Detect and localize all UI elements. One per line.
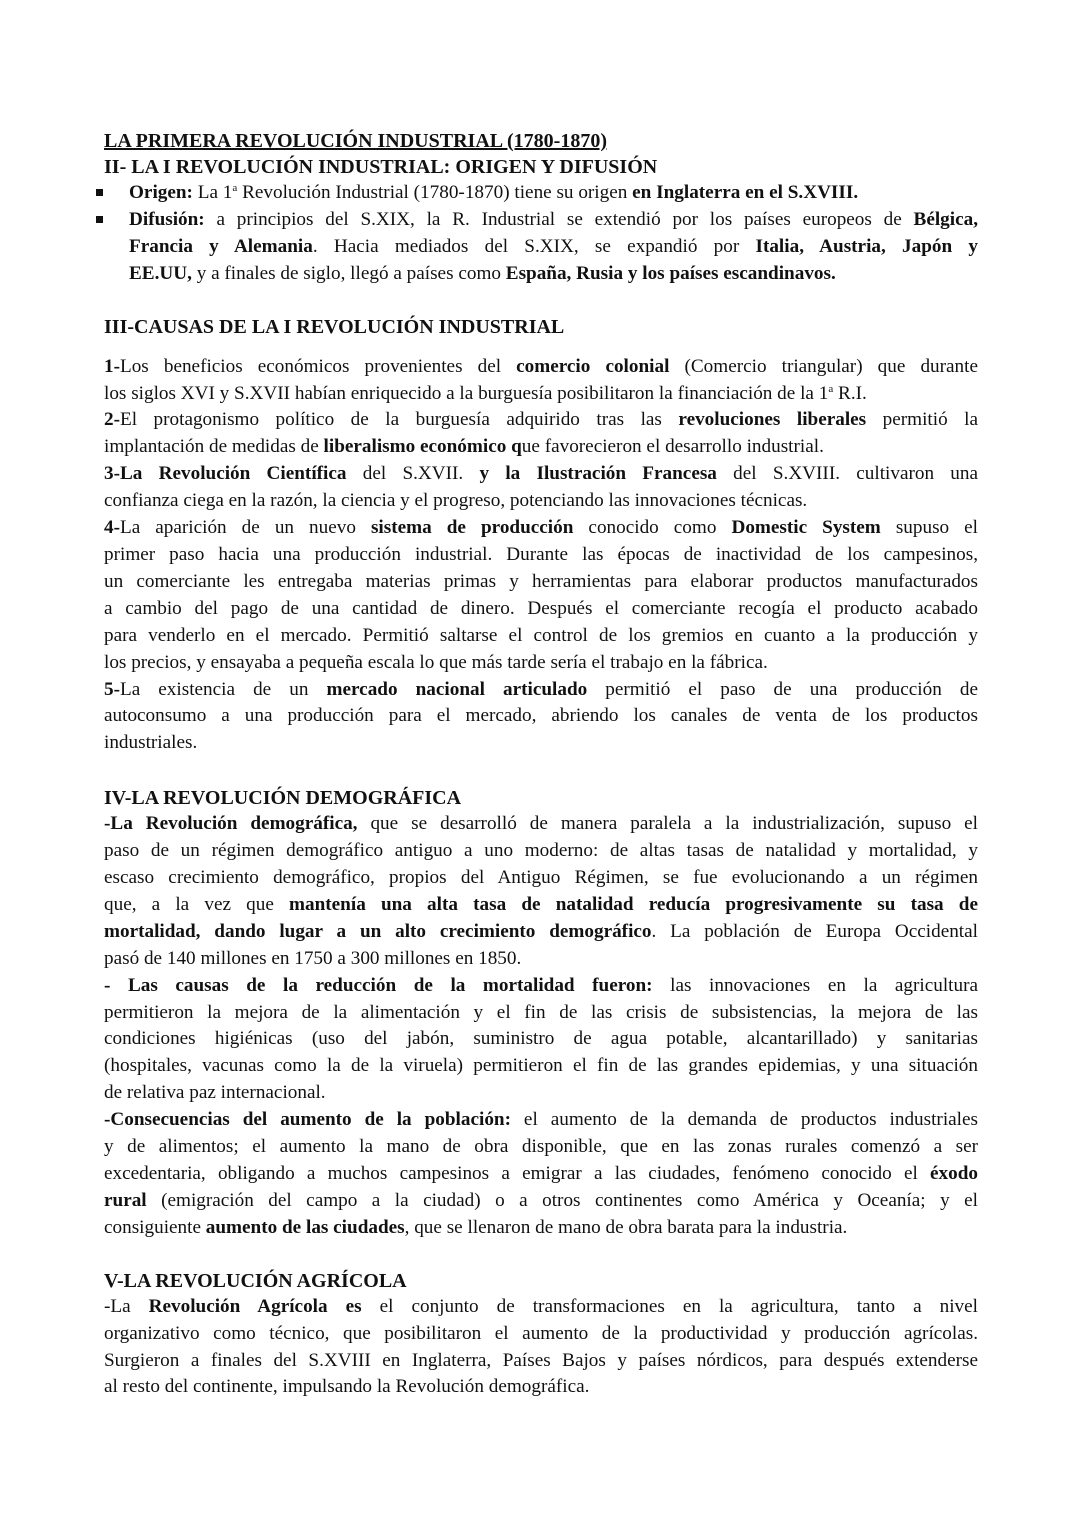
- causa-3-line-2: confianza ciega en la razón, la ciencia y el progreso, potenciando las innovaciones técnicas.: [104, 490, 808, 512]
- demografica-p1-line-5: mortalidad, dando lugar a un alto crecimiento demográfico. La población de Europa Occidental: [104, 920, 978, 942]
- causa-4-line-6: los precios, y ensayaba a pequeña escala lo que más tarde sería el trabajo en la fábrica.: [104, 651, 768, 673]
- bullet-difusion: Difusión: a principios del S.XIX, la R. Industrial se extendió por los países europeos de Bélgica,: [104, 207, 978, 234]
- causa-4-line-3: un comerciante les entregaba materias primas y herramientas para elaborar productos manufacturados: [104, 570, 978, 592]
- causa-4-line-4: a cambio del pago de una cantidad de dinero. Después el comerciante recogía el producto acabado: [104, 597, 978, 619]
- causa-5-line-3: industriales.: [104, 732, 198, 754]
- demografica-p1-line-4: que, a la vez que mantenía una alta tasa de natalidad reducía progresivamente su tasa de: [104, 893, 978, 915]
- demografica-p3-line-5: consiguiente aumento de las ciudades, que se llenaron de mano de obra barata para la industria.: [104, 1216, 848, 1238]
- bullet-origen: Origen: La 1$^a$ Revolución Industrial (1780-1870) tiene su origen en Inglaterra en el S.XVIII.: [104, 180, 978, 207]
- demografica-p3: -Consecuencias del aumento de la población: el aumento de la demanda de productos industriales: [104, 1109, 978, 1131]
- section-heading-demografica: IV-LA REVOLUCIÓN DEMOGRÁFICA: [104, 787, 462, 810]
- causa-4-line-2: primer paso hacia una producción industrial. Durante las épocas de inactividad de los campesinos,: [104, 543, 978, 565]
- demografica-p1-line-6: pasó de 140 millones en 1750 a 300 millones en 1850.: [104, 947, 522, 969]
- causa-5-line-2: autoconsumo a una producción para el mercado, abriendo los canales de venta de los productos: [104, 705, 978, 727]
- section-heading-origen-difusion: II- LA I REVOLUCIÓN INDUSTRIAL: ORIGEN Y DIFUSIÓN: [104, 156, 658, 178]
- causa-4: 4-La aparición de un nuevo sistema de producción conocido como Domestic System supuso el: [104, 517, 979, 539]
- bullet-difusion-line-3: EE.UU, y a finales de siglo, llegó a países como España, Rusia y los países escandinavos.: [129, 262, 836, 284]
- demografica-p2-line-5: de relativa paz internacional.: [104, 1082, 326, 1104]
- demografica-p3-line-4: rural (emigración del campo a la ciudad) o a otros continentes como América y Oceanía; y el: [104, 1189, 978, 1211]
- causa-2-line-2: implantación de medidas de liberalismo económico que favorecieron el desarrollo industrial.: [104, 436, 824, 458]
- causa-1-line-2: los siglos XVI y S.XVII habían enriquecido a la burguesía posibilitaron la financiación de la 1$^a$ R.I.: [104, 382, 867, 404]
- causa-5: 5-La existencia de un mercado nacional articulado permitió el paso de una producción de: [104, 678, 978, 700]
- causa-3: 3-La Revolución Científica del S.XVII. y la Ilustración Francesa del S.XVIII. cultivaron una: [104, 463, 979, 485]
- causa-4-line-5: para venderlo en el mercado. Permitió saltarse el control de los gremios en cuanto a la producción y: [104, 624, 978, 646]
- demografica-p2-line-3: condiciones higiénicas (uso del jabón, suministro de agua potable, alcantarillado) y sanitarias: [104, 1028, 978, 1050]
- agricola-p1-line-2: organizativo como técnico, que posibilitaron el aumento de la productividad y producción agrícolas.: [104, 1322, 978, 1344]
- demografica-p2-line-4: (hospitales, vacunas como la de la viruela) permitieron el fin de las grandes epidemias, y una situación: [104, 1055, 978, 1077]
- section-heading-agricola: V-LA REVOLUCIÓN AGRÍCOLA: [104, 1269, 407, 1292]
- agricola-p1-line-3: Surgieron a finales del S.XVIII en Inglaterra, Países Bajos y países nórdicos, para después extenderse: [104, 1349, 978, 1371]
- demografica-p2-line-2: permitieron la mejora de la alimentación y el fin de las crisis de subsistencias, la mejora de las: [104, 1001, 978, 1023]
- document-title: LA PRIMERA REVOLUCIÓN INDUSTRIAL (1780-1870): [104, 130, 607, 152]
- agricola-p1-line-4: al resto del continente, impulsando la Revolución demográfica.: [104, 1376, 590, 1398]
- demografica-p1-line-3: escaso crecimiento demográfico, propios del Antiguo Régimen, se fue evolucionando a un régimen: [104, 867, 978, 889]
- document-page: [104, 128, 978, 1401]
- agricola-p1: -La Revolución Agrícola es el conjunto de transformaciones en la agricultura, tanto a nivel: [104, 1295, 978, 1317]
- section-heading-causas: III-CAUSAS DE LA I REVOLUCIÓN INDUSTRIAL: [104, 315, 565, 338]
- square-bullet-icon: [96, 216, 103, 223]
- demografica-p2: - Las causas de la reducción de la mortalidad fueron: las innovaciones en la agricultura: [104, 974, 978, 996]
- demografica-p3-line-3: excedentaria, obligando a muchos campesinos a emigrar a las ciudades, fenómeno conocido el éxodo: [104, 1163, 978, 1184]
- causa-1: 1-Los beneficios económicos provenientes del comercio colonial (Comercio triangular) que durante: [104, 355, 978, 377]
- square-bullet-icon: [96, 189, 103, 196]
- causa-2: 2-El protagonismo político de la burguesía adquirido tras las revoluciones liberales permitió la: [104, 409, 979, 431]
- demografica-p1: -La Revolución demográfica, que se desarrolló de manera paralela a la industrialización, supuso el: [104, 813, 978, 835]
- bullet-difusion-line-2: Francia y Alemania. Hacia mediados del S.XIX, se expandió por Italia, Austria, Japón y: [129, 235, 978, 257]
- demografica-p3-line-2: y de alimentos; el aumento la mano de obra disponible, que en las zonas rurales comenzó a ser: [104, 1136, 978, 1158]
- demografica-p1-line-2: paso de un régimen demográfico antiguo a uno moderno: de altas tasas de natalidad y mortalidad, y: [104, 840, 978, 862]
